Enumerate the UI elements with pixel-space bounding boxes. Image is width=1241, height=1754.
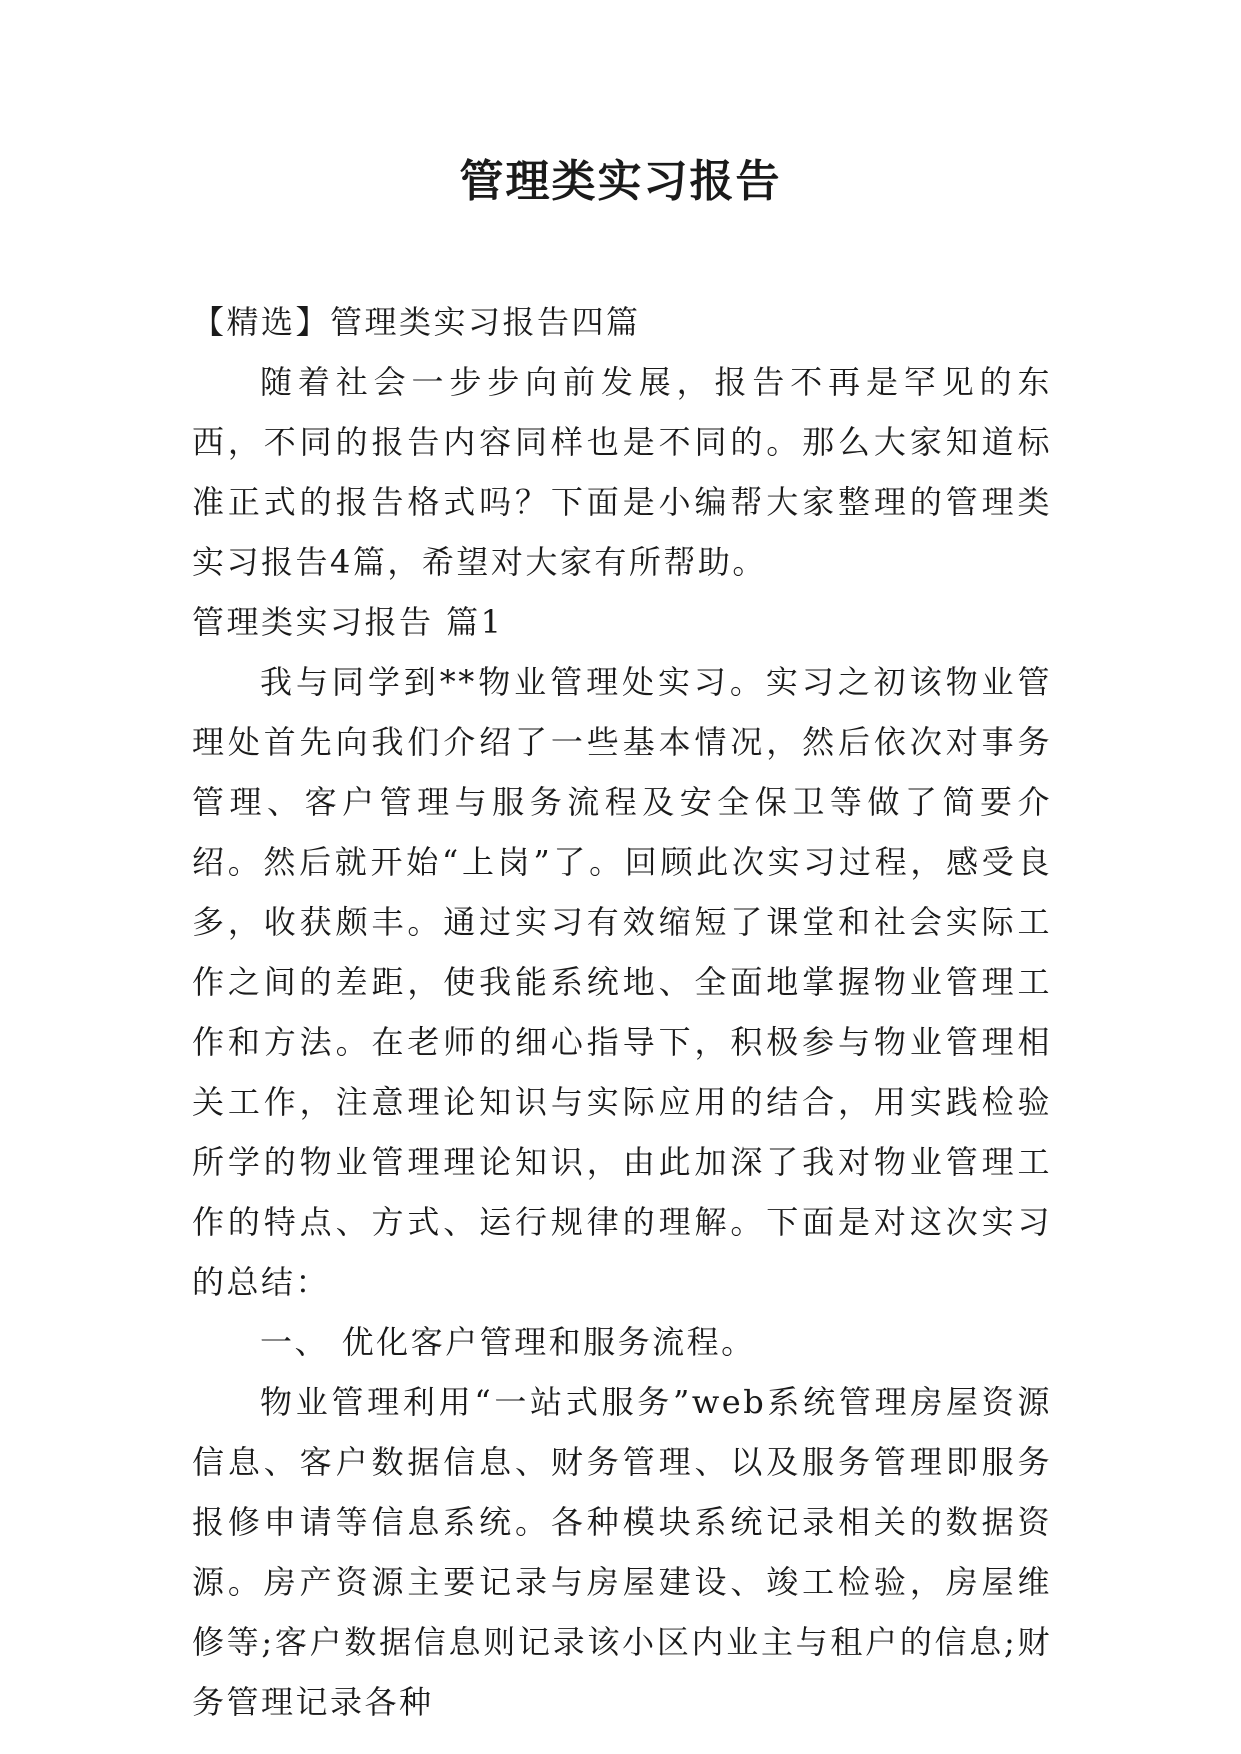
document-title: 管理类实习报告 xyxy=(459,156,782,207)
body-paragraph: 我与同学到**物业管理处实习。实习之初该物业管理处首先向我们介绍了一些基本情况，然后依次对事务管理、客户管理与服务流程及安全保卫等做了简要介绍。然后就开始“上岗”了。回顾此次实习过程，感受良多，收获颇丰。通过实习有效缩短了课堂和社会实际工作之间的差距，使我能系统地、全面地掌握物业管理工作和方法。在老师的细心指导下，积极参与物业管理相关工作，注意理论知识与实际应用的结合，用实践检验所学的物业管理理论知识，由此加深了我对物业管理工作的特点、方式、运行规律的理解。下面是对这次实习的总结： xyxy=(192,663,1052,1301)
list-item-heading: 一、 优化客户管理和服务流程。 xyxy=(260,1323,756,1361)
body-paragraph: 物业管理利用“一站式服务”web系统管理房屋资源信息、客户数据信息、财务管理、以及服务管理即服务报修申请等信息系统。各种模块系统记录相关的数据资源。房产资源主要记录与房屋建设、竣工检验，房屋维修等;客户数据信息则记录该小区内业主与租户的信息;财务管理记录各种 xyxy=(192,1383,1052,1721)
document-subtitle: 【精选】管理类实习报告四篇 xyxy=(192,303,641,341)
intro-paragraph: 随着社会一步步向前发展，报告不再是罕见的东西，不同的报告内容同样也是不同的。那么大家知道标准正式的报告格式吗？下面是小编帮大家整理的管理类实习报告4篇，希望对大家有所帮助。 xyxy=(192,363,1052,581)
document-body xyxy=(192,292,1052,1732)
section-heading: 管理类实习报告 篇1 xyxy=(192,603,504,641)
